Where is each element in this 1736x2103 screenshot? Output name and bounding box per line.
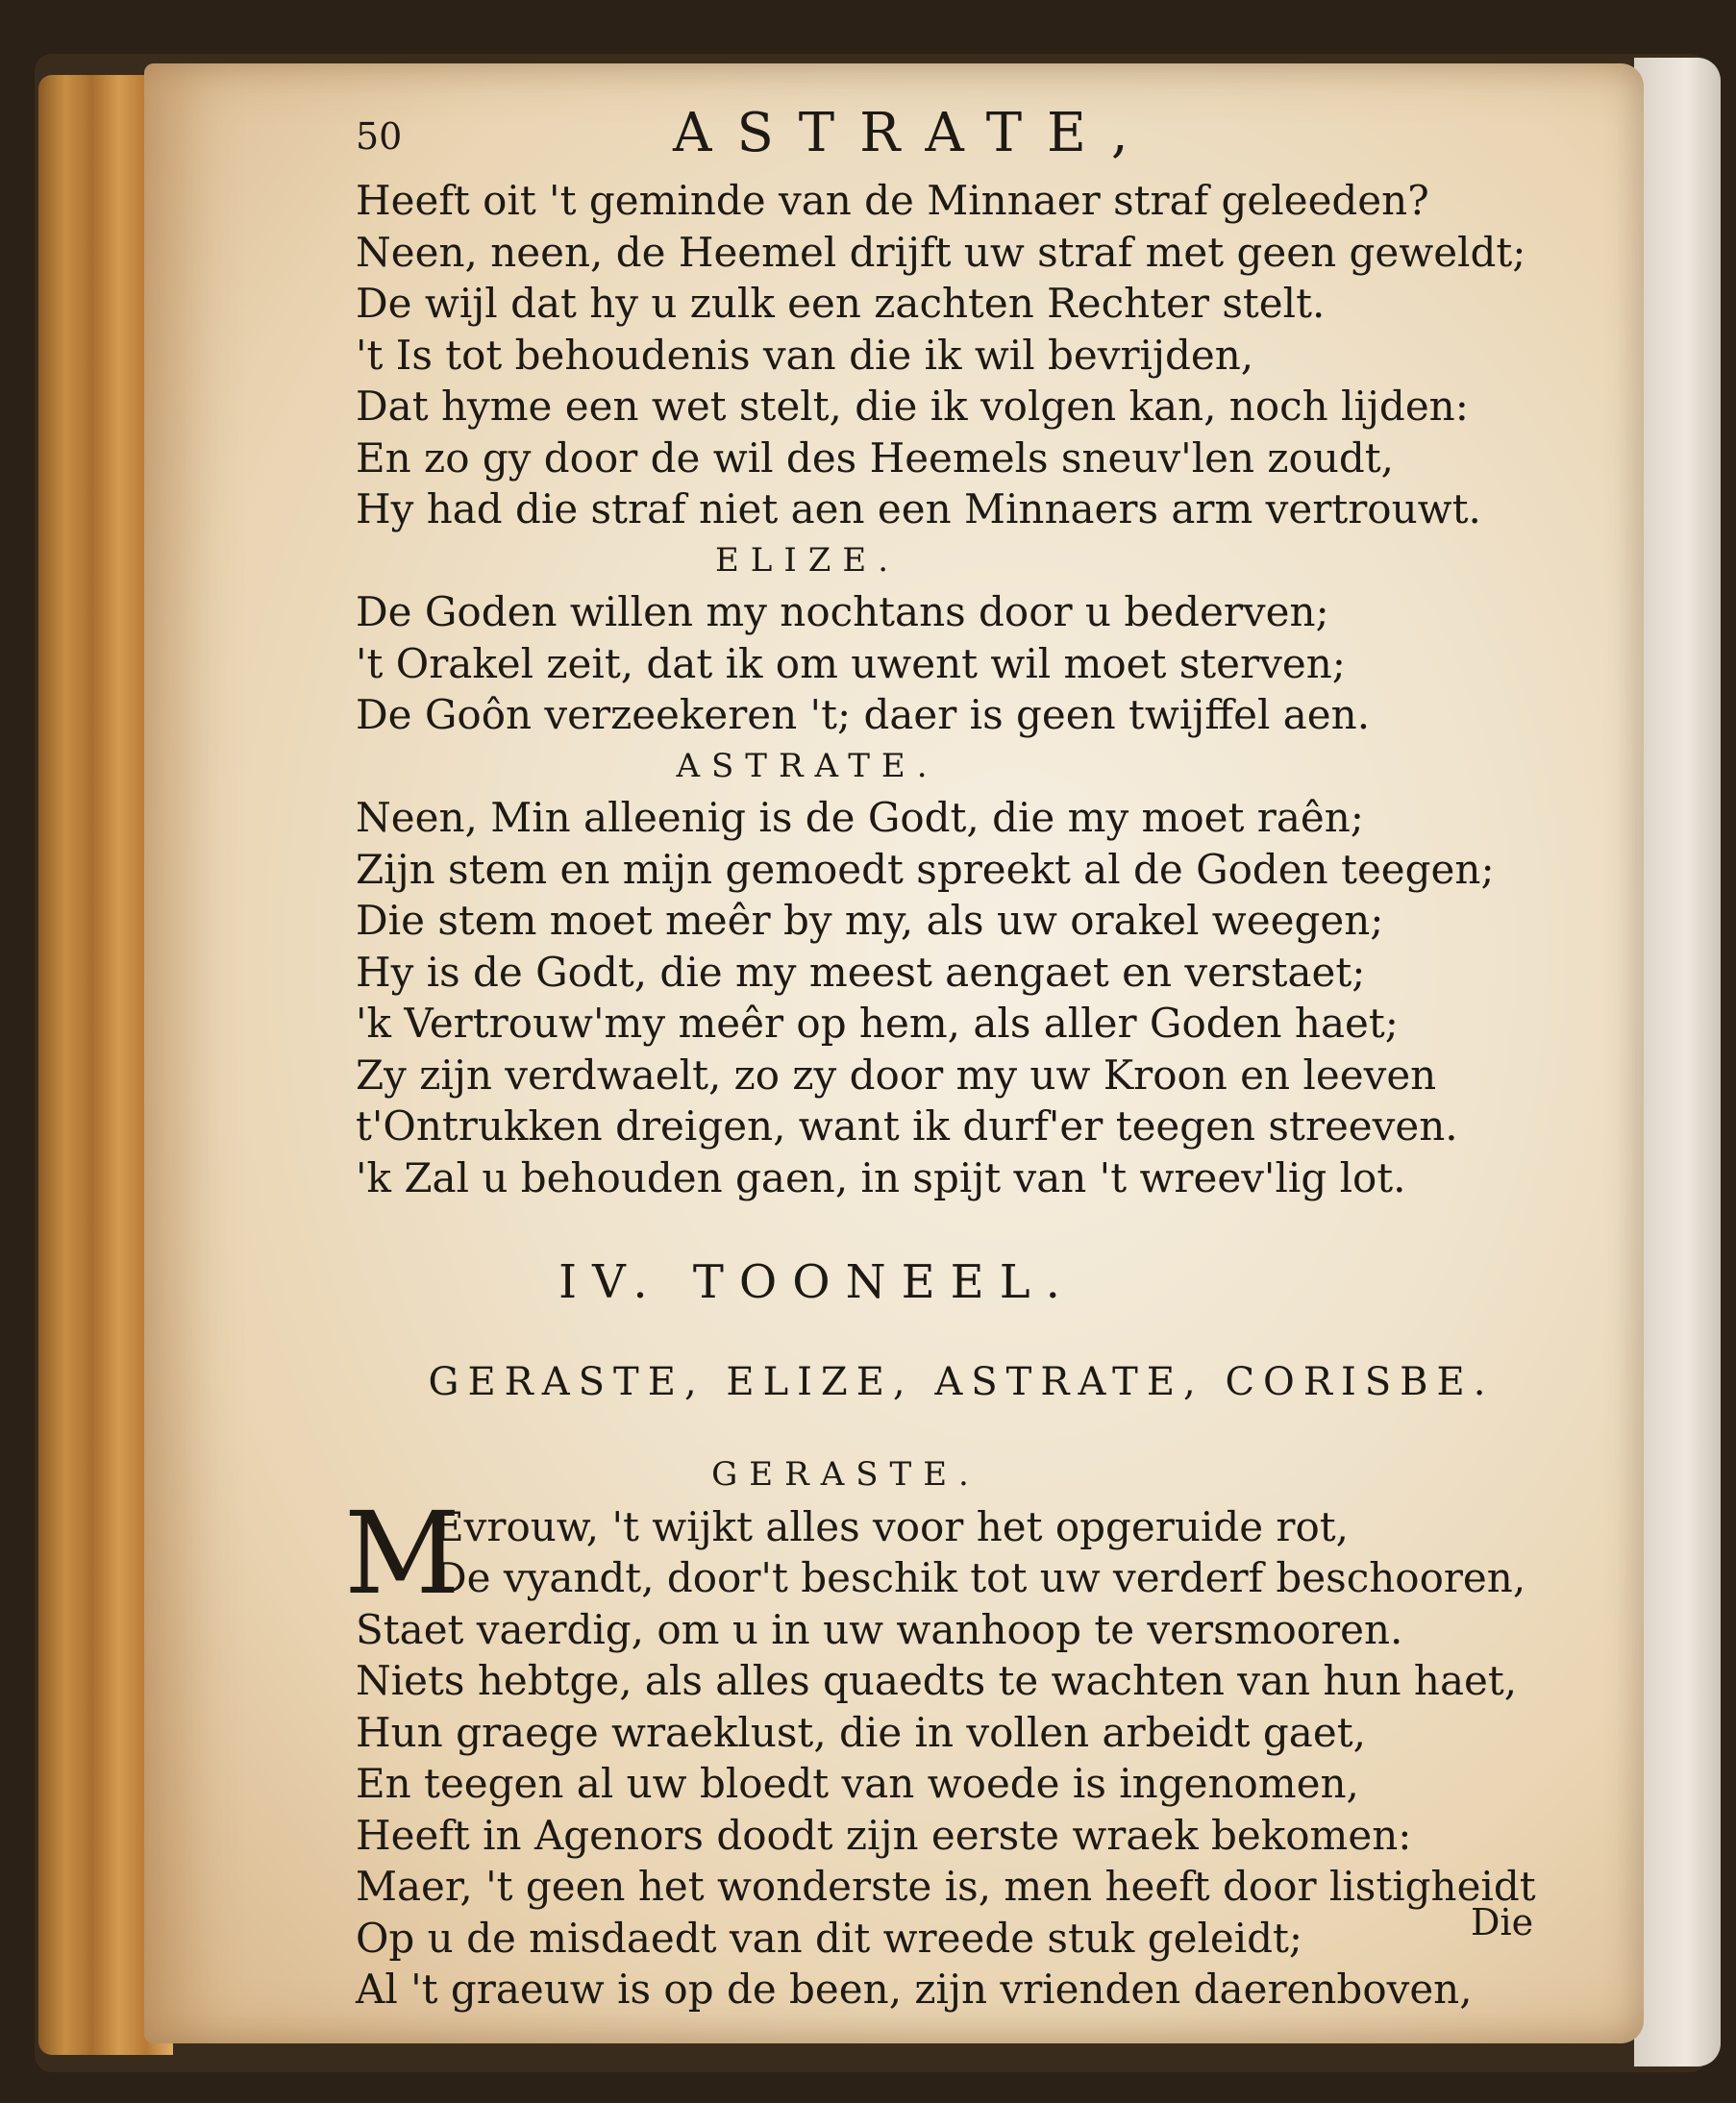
page-text (344, 96, 1536, 2016)
verse-line: Staet vaerdig, om u in uw wanhoop te versmooren. (356, 1605, 1403, 1653)
verse-line: En zo gy door de wil des Heemels sneuv'len zoudt, (356, 433, 1394, 482)
verse-line: De vyandt, door't beschik tot uw verderf beschooren, (434, 1554, 1526, 1601)
verse-line: 'k Vertrouw'my meêr op hem, als aller Goden haet; (356, 1000, 1399, 1047)
verse-group-elize (356, 586, 1528, 741)
verse-line: Hy is de Godt, die my meest aengaet en verstaet; (356, 948, 1366, 996)
verse-line: Hun graege wraeklust, die in vollen arbeidt gaet, (356, 1708, 1366, 1756)
verse-group-geraste (344, 1486, 1536, 2016)
verse-line: 'k Zal u behouden gaen, in spijt van 't wreev'lig lot. (356, 1153, 1406, 1201)
verse-group-astrate-2 (356, 792, 1528, 1203)
verse-line: Niets hebtge, als alles quaedts te wachten van hun haet, (356, 1657, 1518, 1704)
speaker-heading: GERASTE. (711, 1455, 980, 1494)
scene-characters: GERASTE, ELIZE, ASTRATE, CORISBE. (428, 1360, 1495, 1404)
verse-line: De wijl dat hy u zulk een zachten Rechter stelt. (356, 280, 1326, 327)
speaker-heading: ASTRATE. (676, 746, 939, 785)
verse-line: En teegen al uw bloedt van woede is ingenomen, (356, 1760, 1359, 1807)
verse-line: Zy zijn verdwaelt, zo zy door my uw Kroon en leeven (356, 1051, 1437, 1099)
verse-line: Op u de misdaedt van dit wreede stuk geleidt; (356, 1914, 1303, 1962)
page-number: 50 (356, 115, 403, 158)
verse-line: Die stem moet meêr by my, als uw orakel weegen; (356, 897, 1384, 944)
verse-line: Neen, neen, de Heemel drijft uw straf met geen geweldt; (356, 228, 1526, 276)
verse-line: Heeft oit 't geminde van de Minnaer straf geleeden? (356, 177, 1429, 224)
catchword: Die (1471, 1901, 1534, 1943)
drop-cap: M (344, 1486, 460, 1620)
verse-line: De Goden willen my nochtans door u bederven; (356, 588, 1329, 635)
verse-line: Zijn stem en mijn gemoedt spreekt al de Goden teegen; (356, 845, 1495, 893)
verse-line: t'Ontrukken dreigen, want ik durf'er teegen streeven. (356, 1102, 1458, 1150)
verse-line: Maer, 't geen het wonderste is, men heeft door listigheidt (356, 1863, 1536, 1910)
verse-line: Heeft in Agenors doodt zijn eerste wraek bekomen: (356, 1811, 1412, 1859)
verse-line: Dat hyme een wet stelt, die ik volgen kan, noch lijden: (356, 383, 1469, 430)
verse-line-text: Evrouw, 't wijkt alles voor het opgeruide rot, (434, 1502, 1350, 1550)
speaker-heading: ELIZE. (714, 540, 901, 580)
verse-line: De Goôn verzeekeren 't; daer is geen twijffel aen. (356, 691, 1371, 738)
page-header (356, 96, 1528, 175)
running-title: ASTRATE, (673, 102, 1153, 164)
verse-line: 't Orakel zeit, dat ik om uwent wil moet sterven; (356, 639, 1346, 687)
scene-title: IV. TOONEEL. (558, 1255, 1076, 1309)
verse-group-astrate-1 (356, 175, 1528, 535)
verse-line: Hy had die straf niet aen een Minnaers arm vertrouwt. (356, 485, 1481, 532)
verse-line: 't Is tot behoudenis van die ik wil bevrijden, (356, 331, 1254, 379)
verse-line: Neen, Min alleenig is de Godt, die my moet raên; (356, 794, 1364, 841)
facing-page-edge (1634, 58, 1721, 2066)
verse-line: Al 't graeuw is op de been, zijn vrienden daerenboven, (356, 1966, 1473, 2013)
